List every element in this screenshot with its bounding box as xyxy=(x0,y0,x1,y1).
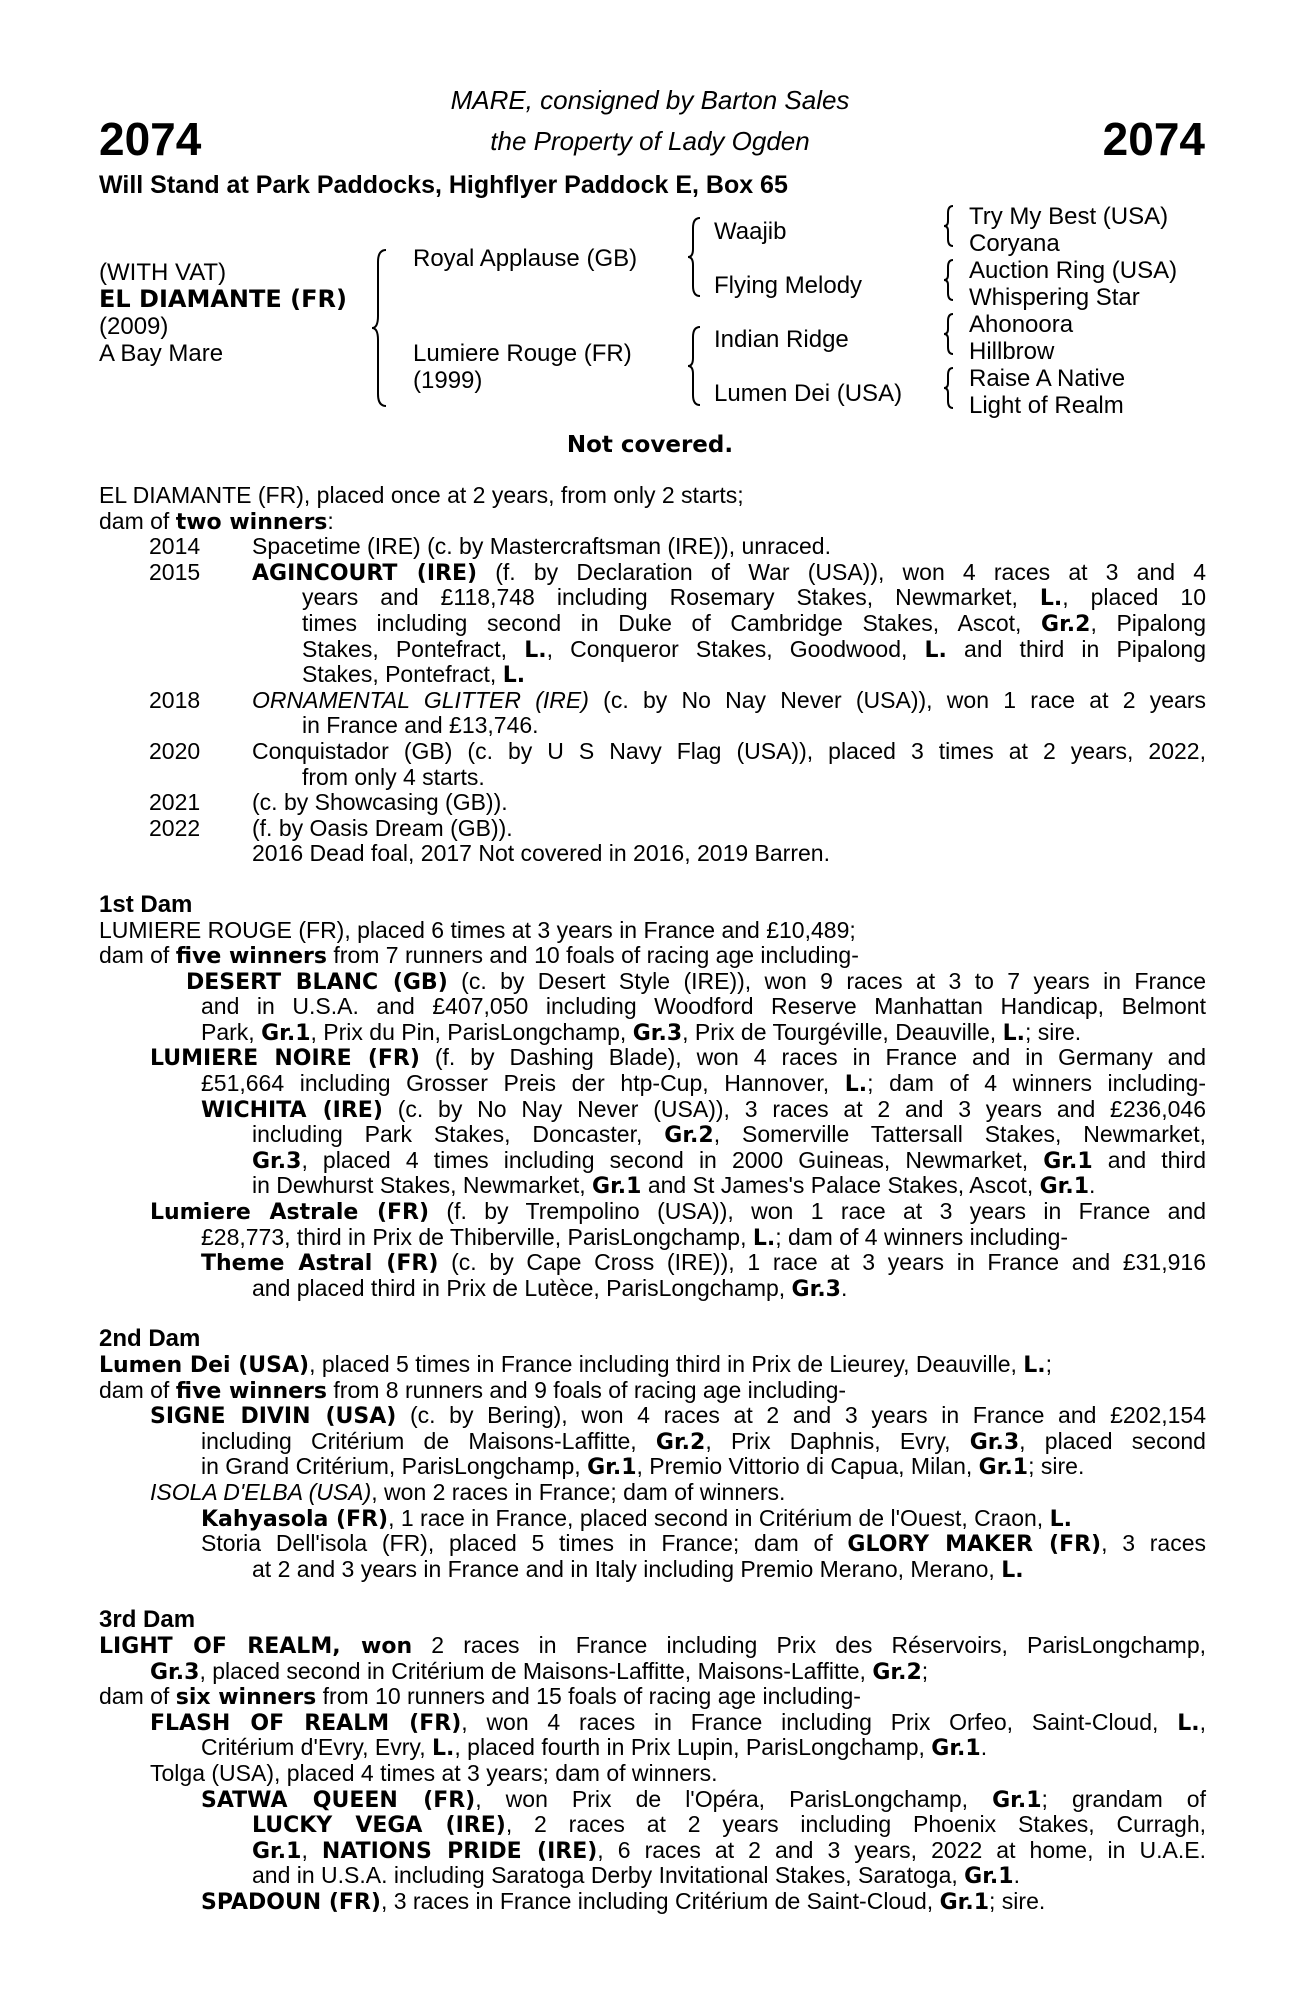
dam-year: (1999) xyxy=(413,367,483,394)
subject-year: (2009) xyxy=(99,313,169,340)
signe-divin-l3: in Grand Critérium, ParisLongchamp, Gr.1, Premio Vittorio di Capua, Milan, Gr.1; sire. xyxy=(201,1453,1085,1481)
produce-2015-l2: years and £118,748 including Rosemary Stakes, Newmarket, L., placed 10 xyxy=(302,584,1207,612)
produce-2015-l3: times including second in Duke of Cambridge Stakes, Ascot, Gr.2, Pipalong xyxy=(302,609,1206,637)
granddam-line-3: Auction Ring (USA) xyxy=(969,257,1178,284)
lumiere-astrale-l1: Lumiere Astrale (FR) (f. by Trempolino (USA)), won 1 race at 3 years in France and xyxy=(150,1198,1207,1226)
granddam-line-4: Whispering Star xyxy=(969,284,1140,311)
kahyasola: Kahyasola (FR), 1 race in France, placed second in Critérium de l'Ouest, Craon, L. xyxy=(201,1504,1072,1532)
lumiere-noire-l1: LUMIERE NOIRE (FR) (f. by Dashing Blade), won 4 races in France and in Germany and xyxy=(150,1044,1207,1072)
third-dam-line-2: Gr.3, placed second in Critérium de Maisons-Laffitte, Maisons-Laffitte, Gr.2; xyxy=(150,1657,929,1685)
third-dam-heading: 3rd Dam xyxy=(99,1606,196,1634)
produce-2015-l5: Stakes, Pontefract, L. xyxy=(302,661,526,689)
granddam-line-6: Hillbrow xyxy=(969,338,1055,365)
stand-location: Will Stand at Park Paddocks, Highflyer Paddock E, Box 65 xyxy=(99,171,788,199)
signe-divin-l2: including Critérium de Maisons-Laffitte, Gr.2, Prix Daphnis, Evry, Gr.3, placed second xyxy=(201,1427,1206,1455)
desert-blanc-l3: Park, Gr.1, Prix du Pin, ParisLongchamp, Gr.3, Prix de Tourgéville, Deauville, L.; sire. xyxy=(201,1018,1082,1046)
produce-2022: 2022 (f. by Oasis Dream (GB)). xyxy=(149,814,513,841)
theme-astral-l2: and placed third in Prix de Lutèce, ParisLongchamp, Gr.3. xyxy=(252,1274,848,1302)
first-dam-line-1: LUMIERE ROUGE (FR), placed 6 times at 3 years in France and £10,489; xyxy=(99,916,856,943)
brace-g3 xyxy=(942,312,956,356)
nations-pride-l2: and in U.S.A. including Saratoga Derby Invitational Stakes, Saratoga, Gr.1. xyxy=(252,1862,1020,1890)
brace-g2 xyxy=(942,258,956,302)
granddam-line-8: Light of Realm xyxy=(969,392,1124,419)
lumiere-noire-l2: £51,664 including Grosser Preis der htp-Cup, Hannover, L.; dam of 4 winners including- xyxy=(201,1070,1207,1098)
nations-pride-l1: Gr.1, NATIONS PRIDE (IRE), 6 races at 2 and 3 years, 2022 at home, in U.A.E. xyxy=(252,1836,1206,1864)
lot-number-right: 2074 xyxy=(1102,113,1205,165)
property-line: the Property of Lady Ogden xyxy=(490,126,810,156)
second-dam-line-2: dam of five winners from 8 runners and 9 foals of racing age including- xyxy=(99,1376,847,1404)
subject-vat: (WITH VAT) xyxy=(99,259,227,286)
brace-subject xyxy=(370,248,390,408)
produce-2021: 2021 (c. by Showcasing (GB)). xyxy=(149,789,508,816)
granddam-line-2: Coryana xyxy=(969,230,1060,257)
wichita-l2: including Park Stakes, Doncaster, Gr.2, Somerville Tattersall Stakes, Newmarket, xyxy=(252,1121,1206,1149)
produce-2018: 2018 ORNAMENTAL GLITTER (IRE) (c. by No Nay Never (USA)), won 1 race at 2 years xyxy=(149,686,1206,713)
subject-name: EL DIAMANTE (FR) xyxy=(99,285,347,313)
desert-blanc-l2: and in U.S.A. and £407,050 including Woodford Reserve Manhattan Handicap, Belmont xyxy=(201,993,1206,1020)
brace-g4 xyxy=(942,366,956,410)
produce-2014: 2014 Spacetime (IRE) (c. by Mastercraftsman (IRE)), unraced. xyxy=(149,533,831,560)
second-dam-heading: 2nd Dam xyxy=(99,1325,201,1353)
third-dam-line-1: LIGHT OF REALM, won 2 races in France including Prix des Réservoirs, ParisLongchamp, xyxy=(99,1631,1206,1659)
second-dam-line-1: Lumen Dei (USA), placed 5 times in France including third in Prix de Lieurey, Deauville, L.; xyxy=(99,1351,1053,1378)
wichita-l1: WICHITA (IRE) (c. by No Nay Never (USA)), 3 races at 2 and 3 years and £236,046 xyxy=(201,1095,1206,1123)
brace-sire xyxy=(686,216,704,298)
catalogue-body xyxy=(99,483,1206,1914)
produce-intro: EL DIAMANTE (FR), placed once at 2 years, from only 2 starts; xyxy=(99,482,744,508)
lot-number-left: 2074 xyxy=(99,113,202,165)
satwa-queen-l1: SATWA QUEEN (FR), won Prix de l'Opéra, ParisLongchamp, Gr.1; grandam of xyxy=(201,1785,1206,1813)
granddam-line-7: Raise A Native xyxy=(969,365,1126,392)
sire-dam: Flying Melody xyxy=(714,272,863,299)
flash-of-realm-l1: FLASH OF REALM (FR), won 4 races in France including Prix Orfeo, Saint-Cloud, L., xyxy=(150,1708,1206,1736)
desert-blanc-l1: DESERT BLANC (GB) (c. by Desert Style (IRE)), won 9 races at 3 to 7 years in France xyxy=(186,967,1206,995)
theme-astral-l1: Theme Astral (FR) (c. by Cape Cross (IRE)), 1 race at 3 years in France and £31,916 xyxy=(201,1249,1206,1277)
produce-intro-2: dam of two winners: xyxy=(99,507,334,535)
produce-2018-l2: in France and £13,746. xyxy=(302,712,539,739)
wichita-l4: in Dewhurst Stakes, Newmarket, Gr.1 and St James's Palace Stakes, Ascot, Gr.1. xyxy=(252,1172,1096,1200)
storia-l1: Storia Dell'isola (FR), placed 5 times in France; dam of GLORY MAKER (FR), 3 races xyxy=(201,1530,1206,1558)
consignor-line: MARE, consigned by Barton Sales xyxy=(450,85,850,115)
dam-sire: Indian Ridge xyxy=(714,326,849,353)
tolga: Tolga (USA), placed 4 times at 3 years; dam of winners. xyxy=(150,1759,718,1786)
signe-divin-l1: SIGNE DIVIN (USA) (c. by Bering), won 4 races at 2 and 3 years in France and £202,154 xyxy=(150,1402,1207,1430)
subject-description: A Bay Mare xyxy=(99,340,224,367)
produce-2020: 2020 Conquistador (GB) (c. by U S Navy Flag (USA)), placed 3 times at 2 years, 2022, xyxy=(149,737,1206,764)
wichita-l3: Gr.3, placed 4 times including second in 2000 Guineas, Newmarket, Gr.1 and third xyxy=(252,1146,1206,1174)
spadoun: SPADOUN (FR), 3 races in France including Critérium de Saint-Cloud, Gr.1; sire. xyxy=(201,1887,1046,1915)
dam-dam: Lumen Dei (USA) xyxy=(714,380,903,407)
produce-2015: 2015 AGINCOURT (IRE) (f. by Declaration of War (USA)), won 4 races at 3 and 4 xyxy=(149,558,1207,586)
granddam-line-5: Ahonoora xyxy=(969,311,1074,338)
third-dam-line-3: dam of six winners from 10 runners and 15 foals of racing age including- xyxy=(99,1683,861,1711)
first-dam-line-2: dam of five winners from 7 runners and 10 foals of racing age including- xyxy=(99,942,859,970)
flash-of-realm-l2: Critérium d'Evry, Evry, L., placed fourth in Prix Lupin, ParisLongchamp, Gr.1. xyxy=(201,1734,988,1762)
sire-sire: Waajib xyxy=(714,218,787,245)
isola-delba: ISOLA D'ELBA (USA), won 2 races in France; dam of winners. xyxy=(150,1478,786,1505)
lumiere-astrale-l2: £28,773, third in Prix de Thiberville, ParisLongchamp, L.; dam of 4 winners including- xyxy=(201,1223,1069,1251)
storia-l2: at 2 and 3 years in France and in Italy including Premio Merano, Merano, L. xyxy=(252,1555,1024,1583)
dam-name: Lumiere Rouge (FR) xyxy=(413,340,632,367)
produce-2015-l4: Stakes, Pontefract, L., Conqueror Stakes, Goodwood, L. and third in Pipalong xyxy=(302,635,1206,663)
lucky-vega-l1: LUCKY VEGA (IRE), 2 races at 2 years including Phoenix Stakes, Curragh, xyxy=(252,1811,1206,1839)
sire-name: Royal Applause (GB) xyxy=(413,245,638,272)
produce-footer: 2016 Dead foal, 2017 Not covered in 2016, 2019 Barren. xyxy=(252,840,830,867)
first-dam-heading: 1st Dam xyxy=(99,890,193,918)
produce-2020-l2: from only 4 starts. xyxy=(302,763,485,790)
brace-dam xyxy=(686,325,704,407)
covering-status: Not covered. xyxy=(566,432,734,458)
granddam-line-1: Try My Best (USA) xyxy=(969,203,1169,230)
brace-g1 xyxy=(942,204,956,248)
